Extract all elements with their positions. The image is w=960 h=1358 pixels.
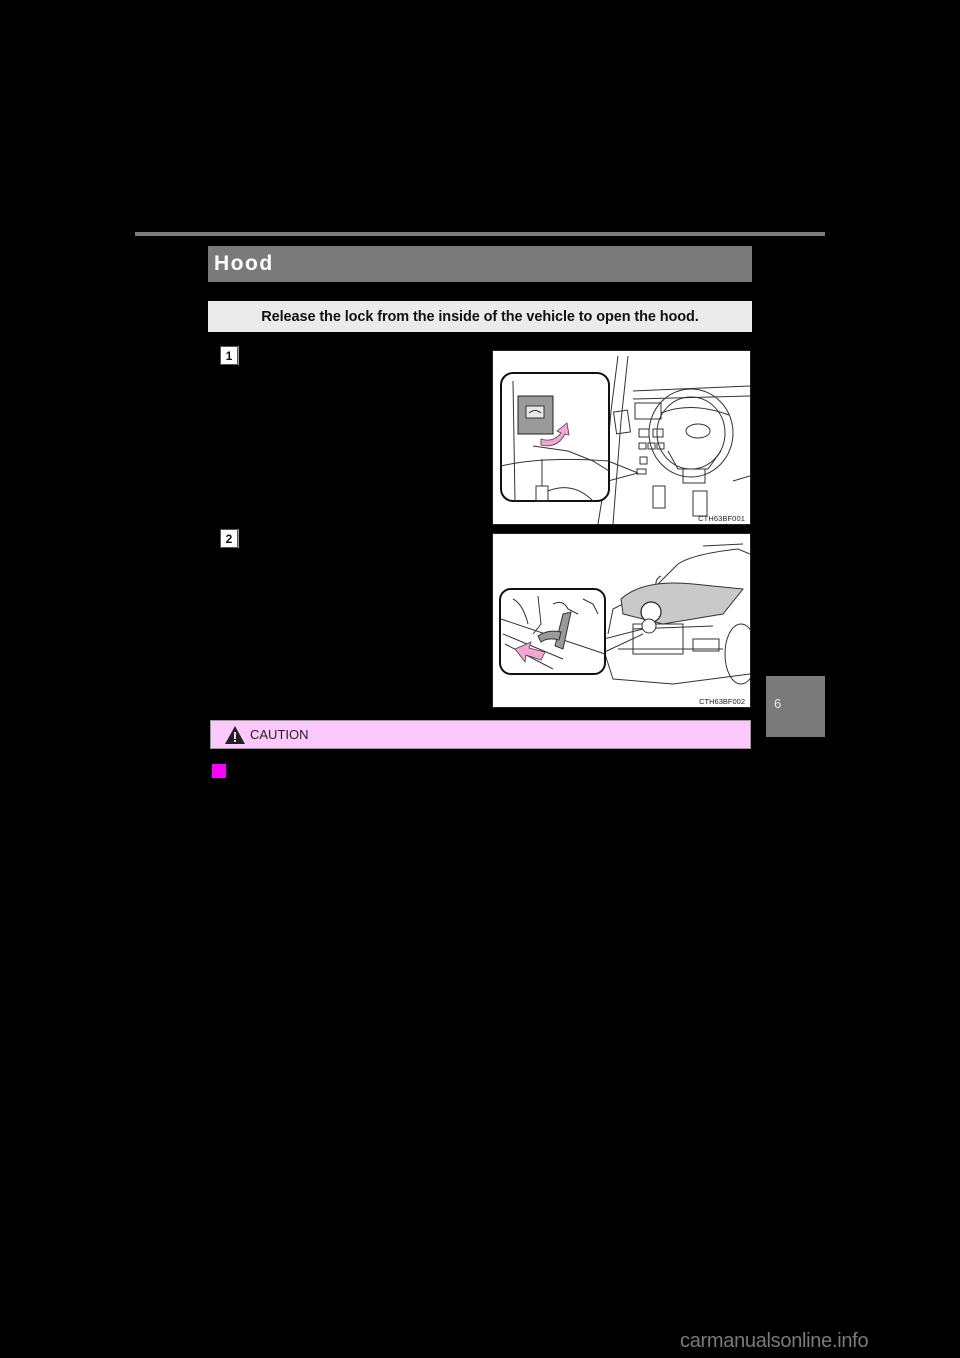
chapter-tab (766, 676, 825, 737)
caution-label: CAUTION (250, 727, 309, 742)
warning-triangle-icon (224, 725, 246, 745)
figure-hood-release-lever (492, 350, 751, 525)
section-title: Hood (214, 252, 274, 275)
header-rule (135, 232, 825, 236)
figure-hood-auxiliary-catch (492, 533, 751, 708)
bullet-square (212, 764, 226, 778)
step-badge-2 (220, 529, 238, 548)
step-badge-1 (220, 346, 238, 365)
step-number: 1 (225, 348, 233, 363)
intro-text: Release the lock from the inside of the vehicle to open the hood. (261, 308, 699, 325)
watermark: carmanualsonline.info (680, 1330, 869, 1352)
chapter-number: 6 (774, 696, 782, 711)
section-header (208, 246, 752, 282)
intro-box (208, 301, 752, 332)
caution-box (210, 720, 751, 749)
figure-code: CTH63BF001 (698, 514, 745, 523)
hood-release-lever-illustration (493, 351, 750, 524)
auxiliary-catch-illustration (493, 534, 750, 707)
figure-code: CTH63BF002 (699, 697, 745, 706)
step-number: 2 (225, 531, 233, 546)
